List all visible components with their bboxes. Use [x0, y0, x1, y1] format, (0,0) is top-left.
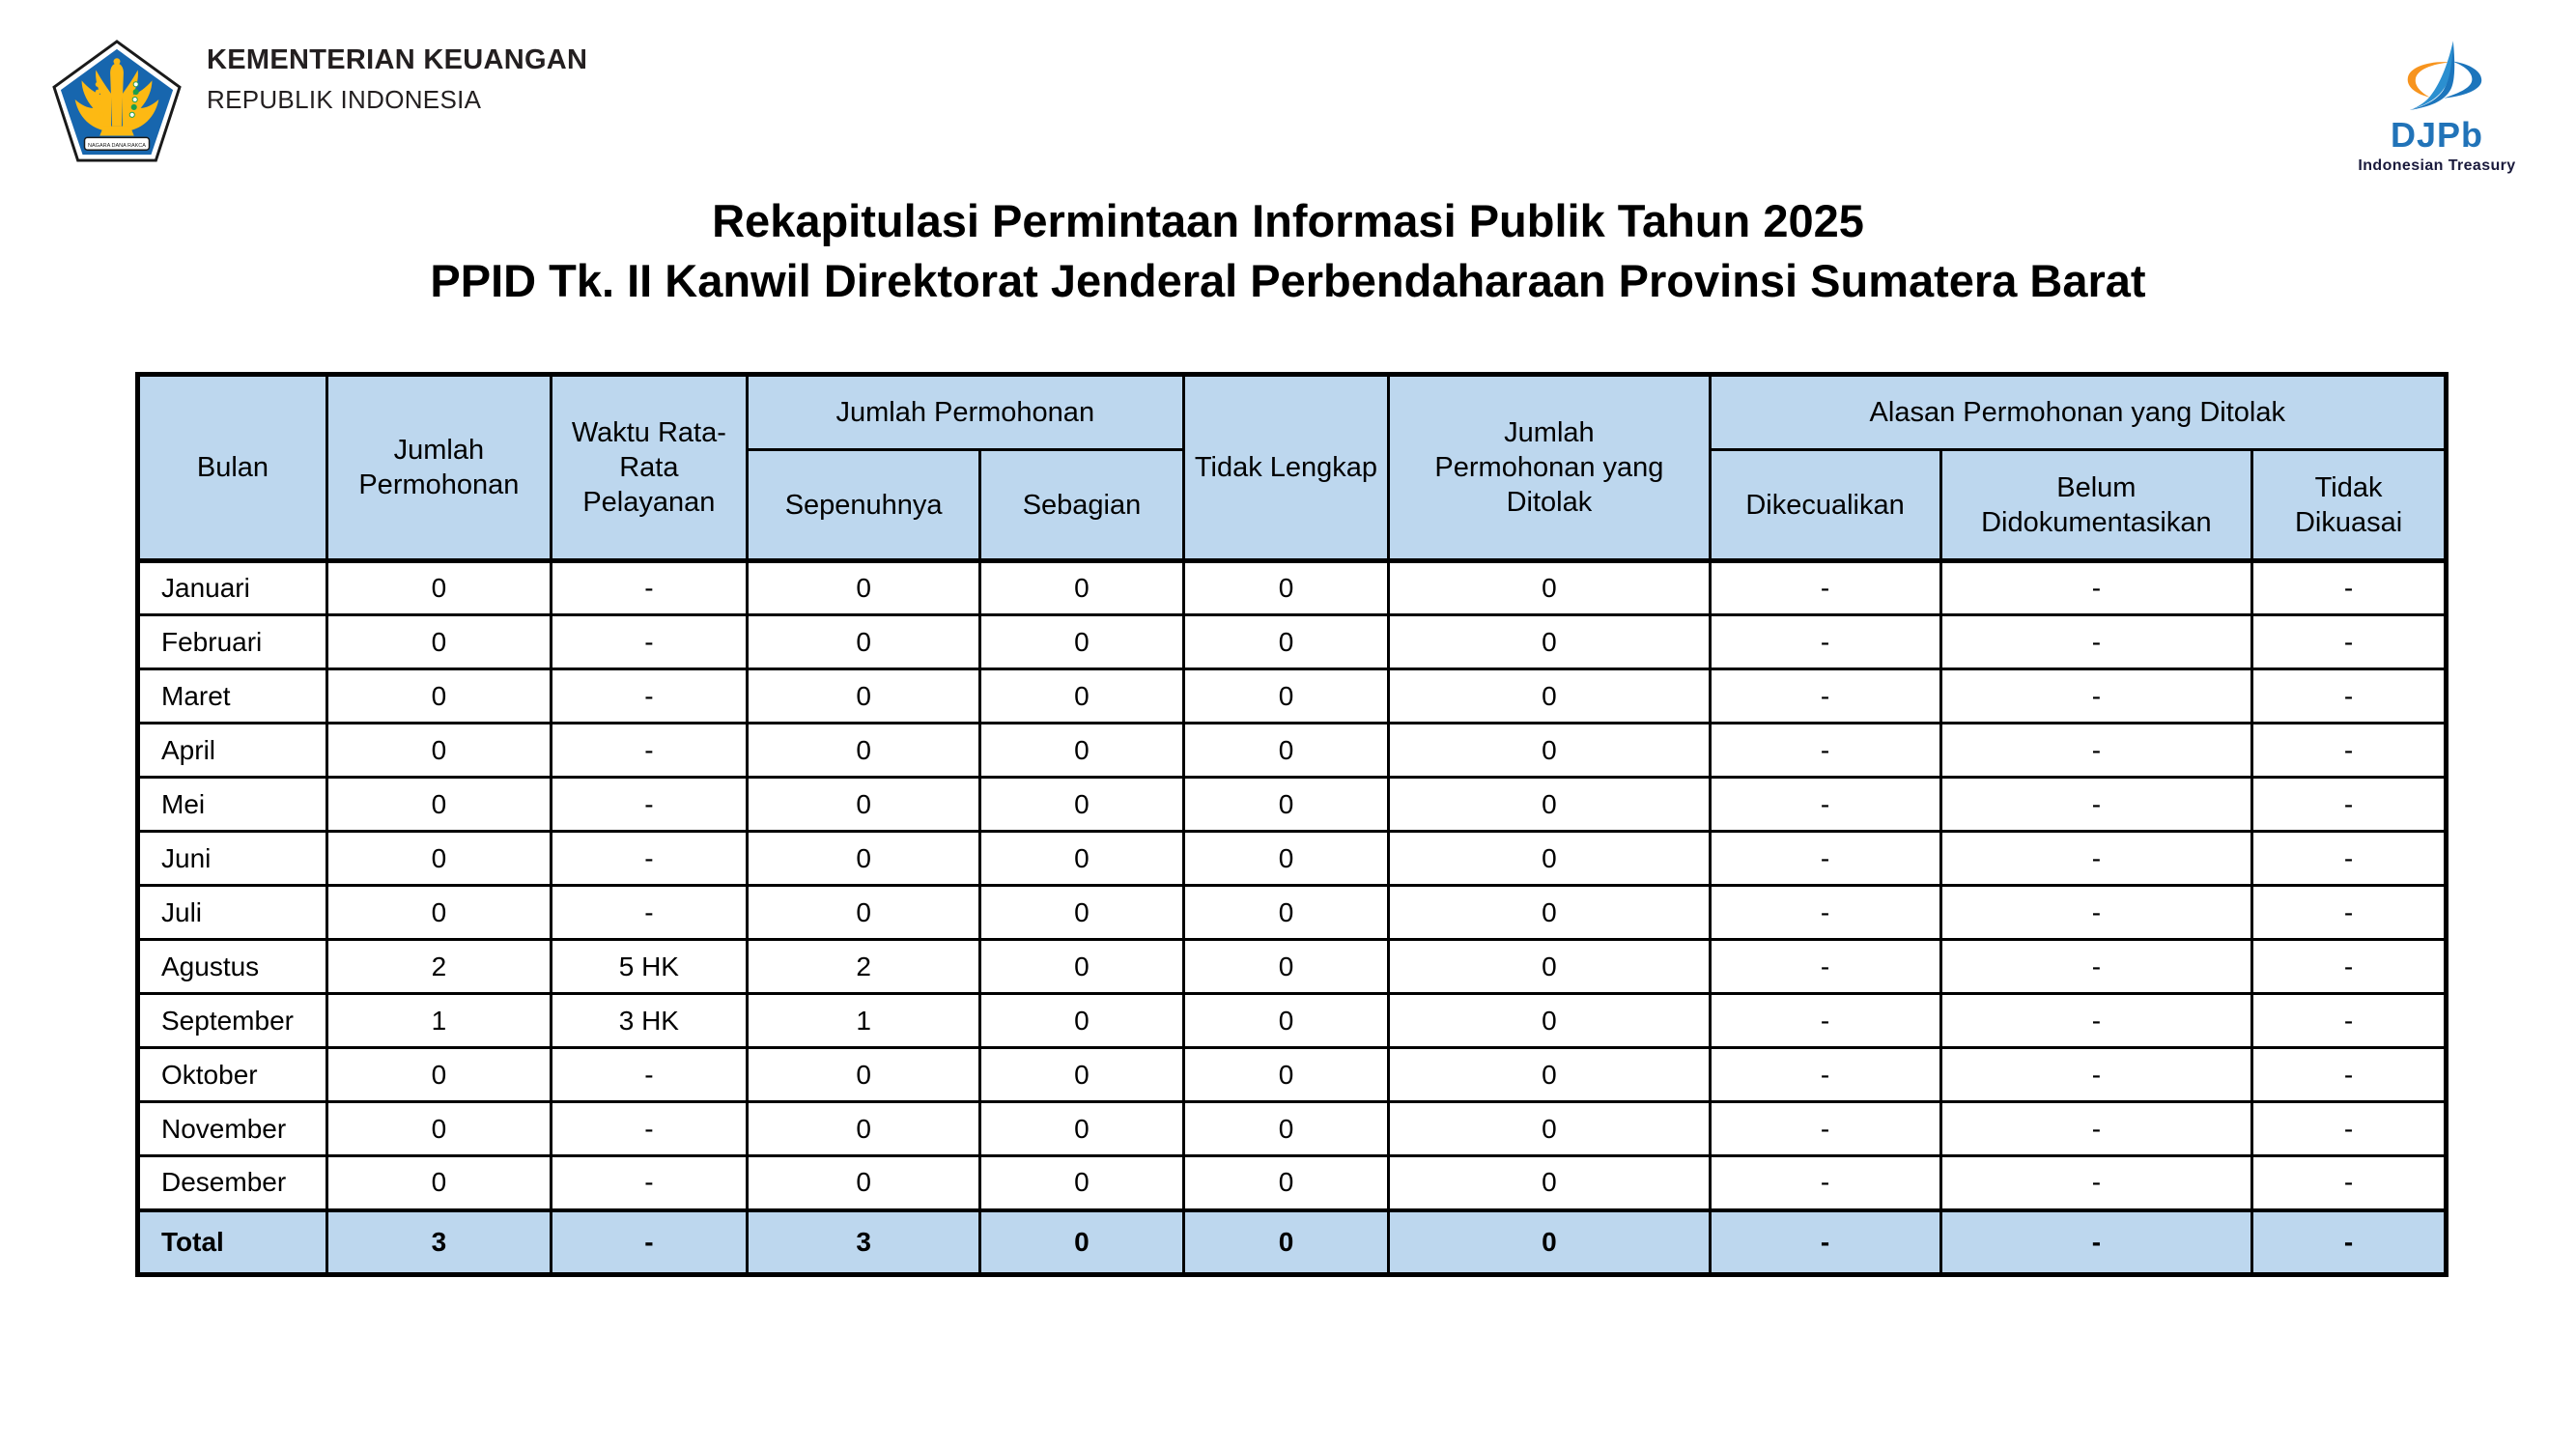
month-label: April — [138, 724, 327, 778]
value-cell: - — [1940, 1048, 2252, 1102]
value-cell: - — [1940, 886, 2252, 940]
value-cell: 3 — [326, 1210, 551, 1275]
value-cell: 0 — [980, 832, 1183, 886]
col-header-waktu: Waktu Rata-Rata Pelayanan — [551, 375, 747, 561]
value-cell: - — [2252, 940, 2447, 994]
value-cell: 0 — [1389, 1048, 1710, 1102]
value-cell: - — [2252, 778, 2447, 832]
value-cell: - — [551, 1156, 747, 1210]
value-cell: 0 — [980, 778, 1183, 832]
value-cell: - — [1710, 724, 1940, 778]
value-cell: - — [1710, 778, 1940, 832]
value-cell: 0 — [1183, 1210, 1389, 1275]
month-row — [138, 994, 2447, 1048]
value-cell: - — [2252, 1048, 2447, 1102]
month-row — [138, 1156, 2447, 1210]
value-cell: - — [2252, 832, 2447, 886]
month-label: Juni — [138, 832, 327, 886]
value-cell: - — [2252, 994, 2447, 1048]
col-header-sebagian: Sebagian — [980, 450, 1183, 561]
value-cell: - — [2252, 615, 2447, 669]
value-cell: 1 — [747, 994, 979, 1048]
value-cell: 0 — [980, 1210, 1183, 1275]
value-cell: 0 — [1389, 886, 1710, 940]
value-cell: - — [2252, 1102, 2447, 1156]
value-cell: - — [1710, 1156, 1940, 1210]
value-cell: 0 — [980, 1102, 1183, 1156]
month-label: Agustus — [138, 940, 327, 994]
value-cell: 0 — [326, 669, 551, 724]
value-cell: - — [2252, 669, 2447, 724]
value-cell: 0 — [747, 778, 979, 832]
value-cell: 0 — [326, 1102, 551, 1156]
value-cell: 0 — [1389, 724, 1710, 778]
djpb-subtitle: Indonesian Treasury — [2358, 157, 2516, 174]
recap-table — [135, 372, 2449, 1277]
value-cell: 0 — [980, 724, 1183, 778]
ministry-branding — [50, 29, 587, 164]
value-cell: 0 — [1183, 940, 1389, 994]
value-cell: 0 — [747, 886, 979, 940]
value-cell: 0 — [1389, 832, 1710, 886]
value-cell: 0 — [1183, 724, 1389, 778]
value-cell: - — [1710, 615, 1940, 669]
value-cell: - — [1710, 886, 1940, 940]
value-cell: 0 — [980, 994, 1183, 1048]
value-cell: - — [551, 886, 747, 940]
value-cell: 0 — [1389, 615, 1710, 669]
group-header-alasan: Alasan Permohonan yang Ditolak — [1710, 375, 2446, 450]
value-cell: 0 — [980, 561, 1183, 615]
value-cell: - — [1940, 615, 2252, 669]
value-cell: 0 — [1183, 886, 1389, 940]
value-cell: 5 HK — [551, 940, 747, 994]
value-cell: 0 — [747, 1102, 979, 1156]
total-label: Total — [138, 1210, 327, 1275]
month-row — [138, 886, 2447, 940]
month-row — [138, 778, 2447, 832]
value-cell: - — [551, 1210, 747, 1275]
value-cell: - — [1940, 1156, 2252, 1210]
value-cell: 0 — [980, 1048, 1183, 1102]
value-cell: - — [1710, 940, 1940, 994]
page-title — [0, 191, 2576, 311]
value-cell: 0 — [1183, 832, 1389, 886]
value-cell: 0 — [747, 1048, 979, 1102]
value-cell: 2 — [326, 940, 551, 994]
value-cell: 0 — [747, 669, 979, 724]
value-cell: - — [551, 1102, 747, 1156]
value-cell: - — [1710, 1048, 1940, 1102]
value-cell: - — [551, 778, 747, 832]
table-body — [138, 561, 2447, 1275]
value-cell: 0 — [1183, 561, 1389, 615]
value-cell: - — [551, 832, 747, 886]
value-cell: 0 — [980, 1156, 1183, 1210]
month-label: Maret — [138, 669, 327, 724]
value-cell: 0 — [326, 724, 551, 778]
value-cell: - — [2252, 724, 2447, 778]
value-cell: 0 — [1389, 994, 1710, 1048]
value-cell: 0 — [1389, 669, 1710, 724]
col-header-ditolak: Jumlah Permohonan yang Ditolak — [1389, 375, 1710, 561]
value-cell: 0 — [1183, 669, 1389, 724]
month-row — [138, 1048, 2447, 1102]
month-label: Februari — [138, 615, 327, 669]
value-cell: - — [551, 724, 747, 778]
value-cell: - — [1940, 669, 2252, 724]
value-cell: 0 — [980, 886, 1183, 940]
value-cell: 0 — [1389, 1102, 1710, 1156]
value-cell: - — [1940, 778, 2252, 832]
recap-table-wrap — [135, 372, 2449, 1277]
value-cell: 0 — [1389, 778, 1710, 832]
col-header-jumlah-permohonan: Jumlah Permohonan — [326, 375, 551, 561]
value-cell: 3 — [747, 1210, 979, 1275]
col-header-belum-didokumentasikan: Belum Didokumentasikan — [1940, 450, 2252, 561]
value-cell: - — [2252, 561, 2447, 615]
value-cell: - — [1940, 940, 2252, 994]
value-cell: 2 — [747, 940, 979, 994]
month-label: Juli — [138, 886, 327, 940]
value-cell: 0 — [747, 724, 979, 778]
ministry-subtitle: REPUBLIK INDONESIA — [207, 85, 482, 114]
value-cell: - — [1940, 994, 2252, 1048]
value-cell: 3 HK — [551, 994, 747, 1048]
col-header-sepenuhnya: Sepenuhnya — [747, 450, 979, 561]
total-row — [138, 1210, 2447, 1275]
value-cell: 0 — [326, 832, 551, 886]
value-cell: - — [1710, 561, 1940, 615]
month-row — [138, 940, 2447, 994]
value-cell: - — [1710, 1102, 1940, 1156]
value-cell: - — [2252, 1156, 2447, 1210]
col-header-dikecualikan: Dikecualikan — [1710, 450, 1940, 561]
value-cell: - — [1710, 1210, 1940, 1275]
value-cell: 0 — [747, 615, 979, 669]
ministry-text — [207, 44, 587, 115]
month-row — [138, 1102, 2447, 1156]
month-row — [138, 724, 2447, 778]
month-row — [138, 615, 2447, 669]
value-cell: - — [1940, 1102, 2252, 1156]
month-label: Oktober — [138, 1048, 327, 1102]
value-cell: 0 — [1183, 1048, 1389, 1102]
value-cell: 1 — [326, 994, 551, 1048]
value-cell: 0 — [326, 615, 551, 669]
month-row — [138, 669, 2447, 724]
value-cell: 0 — [747, 832, 979, 886]
value-cell: - — [551, 669, 747, 724]
value-cell: 0 — [1183, 1102, 1389, 1156]
djpb-branding — [2334, 29, 2540, 175]
value-cell: 0 — [326, 778, 551, 832]
value-cell: 0 — [1389, 561, 1710, 615]
value-cell: 0 — [1183, 994, 1389, 1048]
value-cell: - — [1940, 724, 2252, 778]
col-header-bulan: Bulan — [138, 375, 327, 561]
value-cell: 0 — [1389, 940, 1710, 994]
value-cell: - — [1710, 669, 1940, 724]
group-header-jumlah-permohonan: Jumlah Permohonan — [747, 375, 1183, 450]
month-label: Desember — [138, 1156, 327, 1210]
value-cell: 0 — [1183, 1156, 1389, 1210]
value-cell: 0 — [326, 1156, 551, 1210]
value-cell: 0 — [980, 940, 1183, 994]
value-cell: 0 — [1389, 1210, 1710, 1275]
value-cell: 0 — [980, 669, 1183, 724]
month-row — [138, 832, 2447, 886]
month-label: November — [138, 1102, 327, 1156]
value-cell: 0 — [1183, 615, 1389, 669]
value-cell: 0 — [747, 561, 979, 615]
value-cell: 0 — [326, 1048, 551, 1102]
value-cell: - — [1940, 1210, 2252, 1275]
value-cell: - — [1940, 561, 2252, 615]
value-cell: 0 — [1389, 1156, 1710, 1210]
title-line-2: PPID Tk. II Kanwil Direktorat Jenderal Perbendaharaan Provinsi Sumatera Barat — [430, 255, 2146, 306]
emblem-motto: NAGARA DANA RAKCA — [88, 142, 146, 149]
table-header — [138, 375, 2447, 561]
title-line-1: Rekapitulasi Permintaan Informasi Publik Tahun 2025 — [712, 195, 1864, 246]
value-cell: 0 — [1183, 778, 1389, 832]
value-cell: - — [1710, 832, 1940, 886]
value-cell: - — [551, 561, 747, 615]
value-cell: 0 — [747, 1156, 979, 1210]
value-cell: - — [551, 1048, 747, 1102]
value-cell: - — [1710, 994, 1940, 1048]
value-cell: - — [2252, 1210, 2447, 1275]
value-cell: - — [1940, 832, 2252, 886]
value-cell: - — [551, 615, 747, 669]
month-label: Mei — [138, 778, 327, 832]
kemenkeu-pentagon-icon — [50, 39, 184, 164]
djpb-abbr: DJPb — [2390, 115, 2484, 155]
djpb-swirl-icon — [2377, 29, 2497, 116]
value-cell: 0 — [326, 886, 551, 940]
month-label: September — [138, 994, 327, 1048]
value-cell: - — [2252, 886, 2447, 940]
month-row — [138, 561, 2447, 615]
col-header-tidak-lengkap: Tidak Lengkap — [1183, 375, 1389, 561]
col-header-tidak-dikuasai: Tidak Dikuasai — [2252, 450, 2447, 561]
month-label: Januari — [138, 561, 327, 615]
value-cell: 0 — [980, 615, 1183, 669]
header-row-1 — [138, 375, 2447, 450]
ministry-name: KEMENTERIAN KEUANGAN — [207, 44, 588, 75]
value-cell: 0 — [326, 561, 551, 615]
